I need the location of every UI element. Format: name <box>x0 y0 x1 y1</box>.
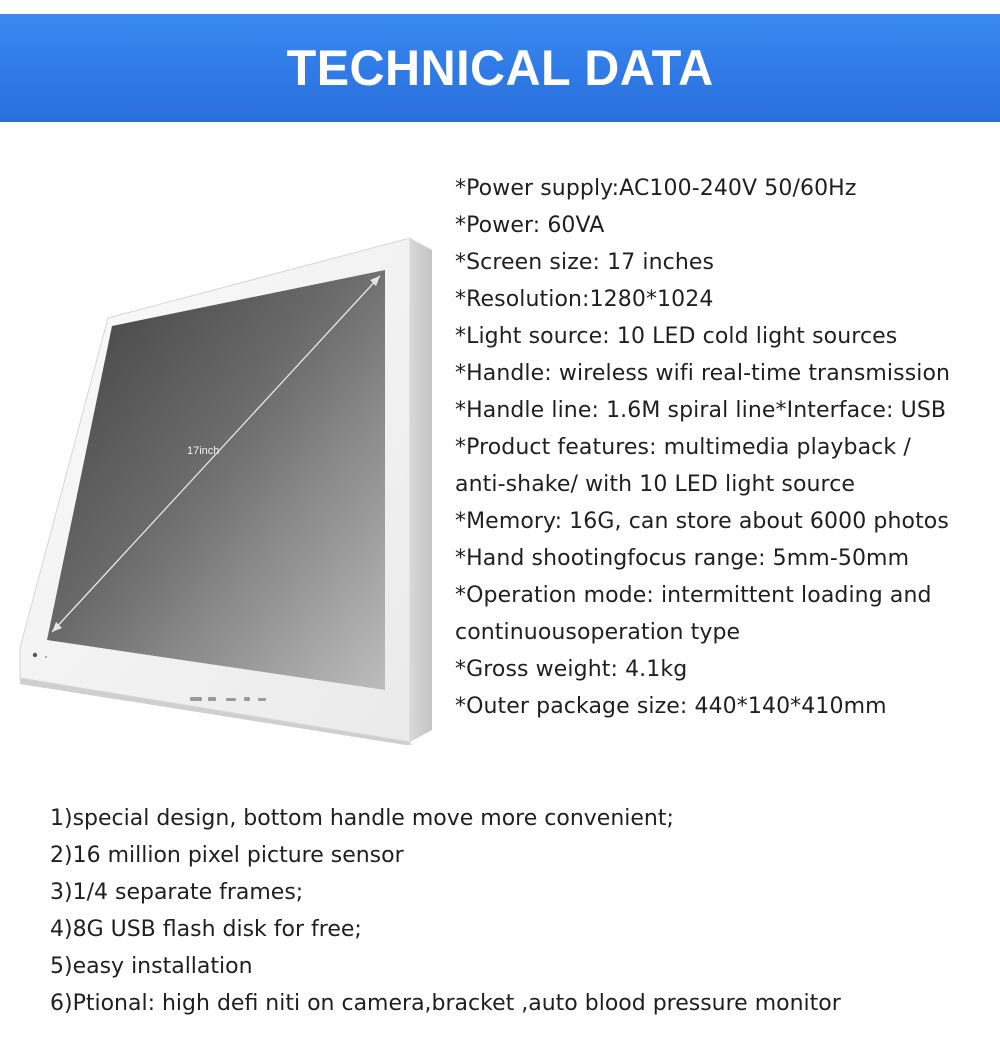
spec-item: anti-shake/ with 10 LED light source <box>455 472 856 497</box>
feature-item: 1)special design, bottom handle move more convenient; <box>50 806 674 831</box>
spec-item: *Resolution:1280*1024 <box>455 287 714 312</box>
screen-size-label: 17inch <box>187 445 220 457</box>
indicator-dot <box>45 656 47 658</box>
monitor-side <box>410 238 432 742</box>
spec-item: *Handle line: 1.6M spiral line*Interface: USB <box>455 398 947 423</box>
spec-item: *Hand shootingfocus range: 5mm-50mm <box>455 546 910 571</box>
feature-item: 6)Ptional: high defi niti on camera,bracket ,auto blood pressure monitor <box>50 991 841 1016</box>
monitor-image <box>0 225 440 745</box>
spec-list <box>455 170 995 725</box>
spec-item: *Power: 60VA <box>455 213 605 238</box>
spec-item: *Screen size: 17 inches <box>455 250 715 275</box>
spec-item: *Handle: wireless wifi real-time transmission <box>455 361 951 386</box>
monitor-screen <box>47 270 385 690</box>
feature-item: 2)16 million pixel picture sensor <box>50 843 404 868</box>
spec-item: *Outer package size: 440*140*410mm <box>455 694 887 719</box>
feature-list <box>50 800 990 1022</box>
spec-item: *Power supply:AC100-240V 50/60Hz <box>455 176 857 201</box>
spec-item: *Memory: 16G, can store about 6000 photos <box>455 509 949 534</box>
spec-item: *Operation mode: intermittent loading and <box>455 583 932 608</box>
feature-item: 4)8G USB flash disk for free; <box>50 917 362 942</box>
feature-item: 5)easy installation <box>50 954 253 979</box>
power-indicator-icon <box>33 653 37 657</box>
page-title: TECHNICAL DATA <box>286 40 714 96</box>
spec-item: *Gross weight: 4.1kg <box>455 657 688 682</box>
header-banner <box>0 14 1000 122</box>
feature-item: 3)1/4 separate frames; <box>50 880 304 905</box>
spec-item: *Light source: 10 LED cold light sources <box>455 324 898 349</box>
spec-item: *Product features: multimedia playback / <box>455 435 911 460</box>
spec-item: continuousoperation type <box>455 620 741 645</box>
